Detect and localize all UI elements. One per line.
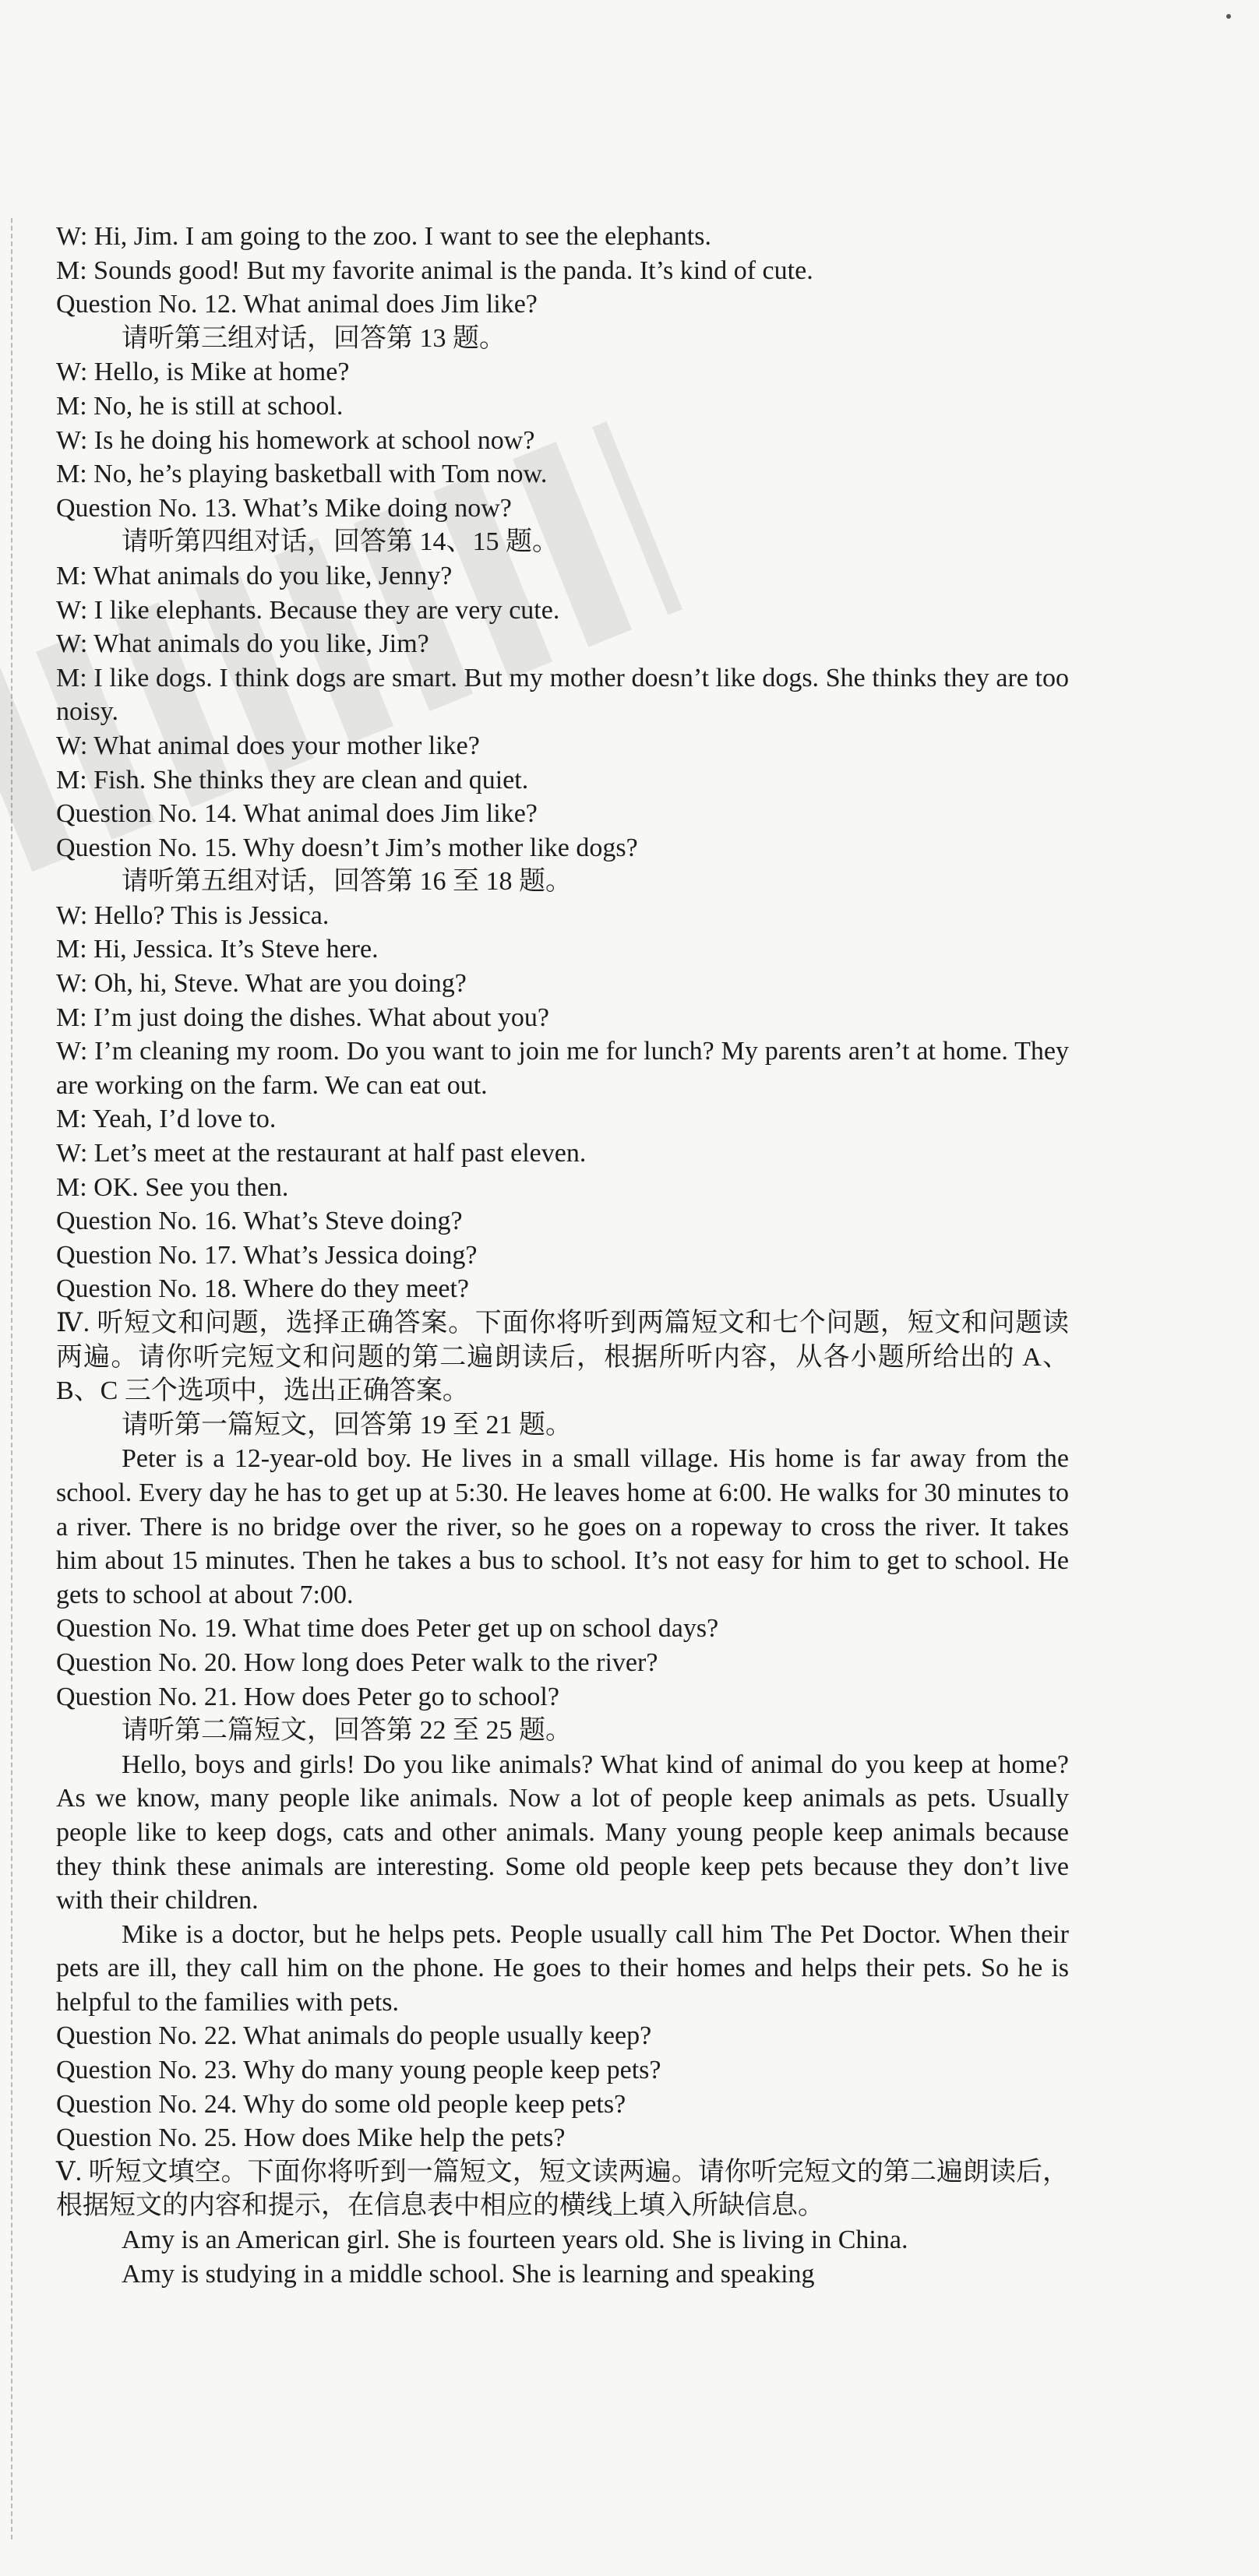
dialogue-line: Question No. 14. What animal does Jim like? — [56, 799, 538, 829]
dialogue-line: W: I like elephants. Because they are very cute. — [56, 595, 560, 625]
dialogue-line: Question No. 15. Why doesn’t Jim’s mother like dogs? — [56, 833, 638, 862]
dialogue-line: Question No. 12. What animal does Jim like? — [56, 290, 538, 319]
questions-19-21 — [56, 1612, 1069, 1714]
dialogue-line: M: OK. See you then. — [56, 1172, 289, 1202]
dialogue-line: W: Is he doing his homework at school now? — [56, 425, 535, 455]
dialogue-line: W: Oh, hi, Steve. What are you doing? — [56, 969, 467, 999]
question-line: Question No. 21. How does Peter go to school? — [56, 1682, 559, 1711]
dialogue-line: Question No. 13. What’s Mike doing now? — [56, 493, 512, 523]
section-instruction: 请听第五组对话，回答第 16 至 18 题。 — [122, 867, 572, 897]
passage-1-intro: 请听第一篇短文，回答第 19 至 21 题。 — [122, 1410, 572, 1440]
dialogue-line: M: Fish. She thinks they are clean and quiet. — [56, 765, 529, 795]
section-4-instructions: Ⅳ. 听短文和问题，选择正确答案。下面你将听到两篇短文和七个问题，短文和问题读两遍。请你听完短文和问题的第二遍朗读后，根据所听内容，从各小题所给出的 A、B、C 三个选项中，选出正确答案。 — [56, 1309, 1069, 1406]
corner-dot — [1226, 14, 1231, 19]
passage-2-intro: 请听第二篇短文，回答第 22 至 25 题。 — [122, 1716, 572, 1746]
dialogue-block-2 — [56, 729, 1069, 1034]
dialogue-line: W: What animal does your mother like? — [56, 731, 480, 760]
dialogue-line: W: What animals do you like, Jim? — [56, 629, 429, 659]
dialogue-line: Question No. 17. What’s Jessica doing? — [56, 1240, 478, 1270]
question-line: Question No. 24. Why do some old people keep pets? — [56, 2089, 626, 2119]
section-instruction: 请听第四组对话，回答第 14、15 题。 — [122, 527, 559, 557]
dialogue-block-3 — [56, 1102, 1069, 1306]
dialogue-line: M: No, he’s playing basketball with Tom now. — [56, 460, 548, 489]
dialogue-line: Question No. 18. Where do they meet? — [56, 1274, 470, 1304]
dialogue-line: M: I’m just doing the dishes. What about you? — [56, 1003, 550, 1032]
dialogue-line: W: Hi, Jim. I am going to the zoo. I want to see the elephants. — [56, 222, 711, 251]
section-instruction: 请听第三组对话，回答第 13 题。 — [122, 323, 506, 353]
passage-3-paragraph-1: Amy is an American girl. She is fourteen years old. She is living in China. — [122, 2225, 908, 2255]
binding-dashed-line — [11, 218, 12, 2539]
dialogue-line: W: Hello? This is Jessica. — [56, 900, 330, 930]
paragraph-dogs: M: I like dogs. I think dogs are smart. But my mother doesn’t like dogs. She thinks they are too noisy. — [56, 663, 1069, 727]
page-content — [56, 220, 1069, 2291]
passage-3-paragraph-2: Amy is studying in a middle school. She is learning and speaking — [122, 2259, 815, 2289]
dialogue-line: M: Yeah, I’d love to. — [56, 1105, 277, 1134]
passage-1-text: Peter is a 12-year-old boy. He lives in a small village. His home is far away from the school. Every day he has to get up at 5:30. He leaves home at 6:00. He walks for 30 minutes to a river. There is no bridge over the river, so he goes on a ropeway to cross the river. It takes him about 15 minutes. Then he takes a bus to school. It’s not easy for him to get to school. He gets to school at about 7:00. — [56, 1444, 1069, 1609]
passage-2-paragraph-2: Mike is a doctor, but he helps pets. People usually call him The Pet Doctor. When their pets are ill, they call him on the phone. He goes to their homes and helps their pets. So he is helpful to the families with pets. — [56, 1919, 1069, 2017]
passage-2-paragraph-1: Hello, boys and girls! Do you like animals? What kind of animal do you keep at home? As we know, many people like animals. Now a lot of people keep animals as pets. Usually people like to keep dogs, cats and other animals. Many young people keep animals because they think these animals are interesting. Some old people keep pets because they don’t live with their children. — [56, 1750, 1069, 1915]
dialogue-line: M: No, he is still at school. — [56, 391, 344, 421]
dialogue-block-1 — [56, 220, 1069, 661]
question-line: Question No. 20. How long does Peter walk to the river? — [56, 1647, 658, 1677]
section-5-instructions: Ⅴ. 听短文填空。下面你将听到一篇短文，短文读两遍。请你听完短文的第二遍朗读后，根据短文的内容和提示，在信息表中相应的横线上填入所缺信息。 — [56, 2157, 1069, 2221]
questions-22-25 — [56, 2019, 1069, 2155]
dialogue-line: W: Hello, is Mike at home? — [56, 358, 350, 387]
paragraph-lunch: W: I’m cleaning my room. Do you want to join me for lunch? My parents aren’t at home. They are working on the farm. We can eat out. — [56, 1037, 1069, 1100]
dialogue-line: Question No. 16. What’s Steve doing? — [56, 1207, 463, 1236]
dialogue-line: M: Hi, Jessica. It’s Steve here. — [56, 935, 379, 964]
dialogue-line: M: Sounds good! But my favorite animal is the panda. It’s kind of cute. — [56, 255, 813, 285]
question-line: Question No. 23. Why do many young people keep pets? — [56, 2056, 661, 2085]
dialogue-line: M: What animals do you like, Jenny? — [56, 561, 453, 590]
question-line: Question No. 19. What time does Peter get up on school days? — [56, 1614, 719, 1644]
dialogue-line: W: Let’s meet at the restaurant at half past eleven. — [56, 1139, 587, 1168]
question-line: Question No. 25. How does Mike help the pets? — [56, 2123, 566, 2153]
question-line: Question No. 22. What animals do people usually keep? — [56, 2021, 652, 2051]
